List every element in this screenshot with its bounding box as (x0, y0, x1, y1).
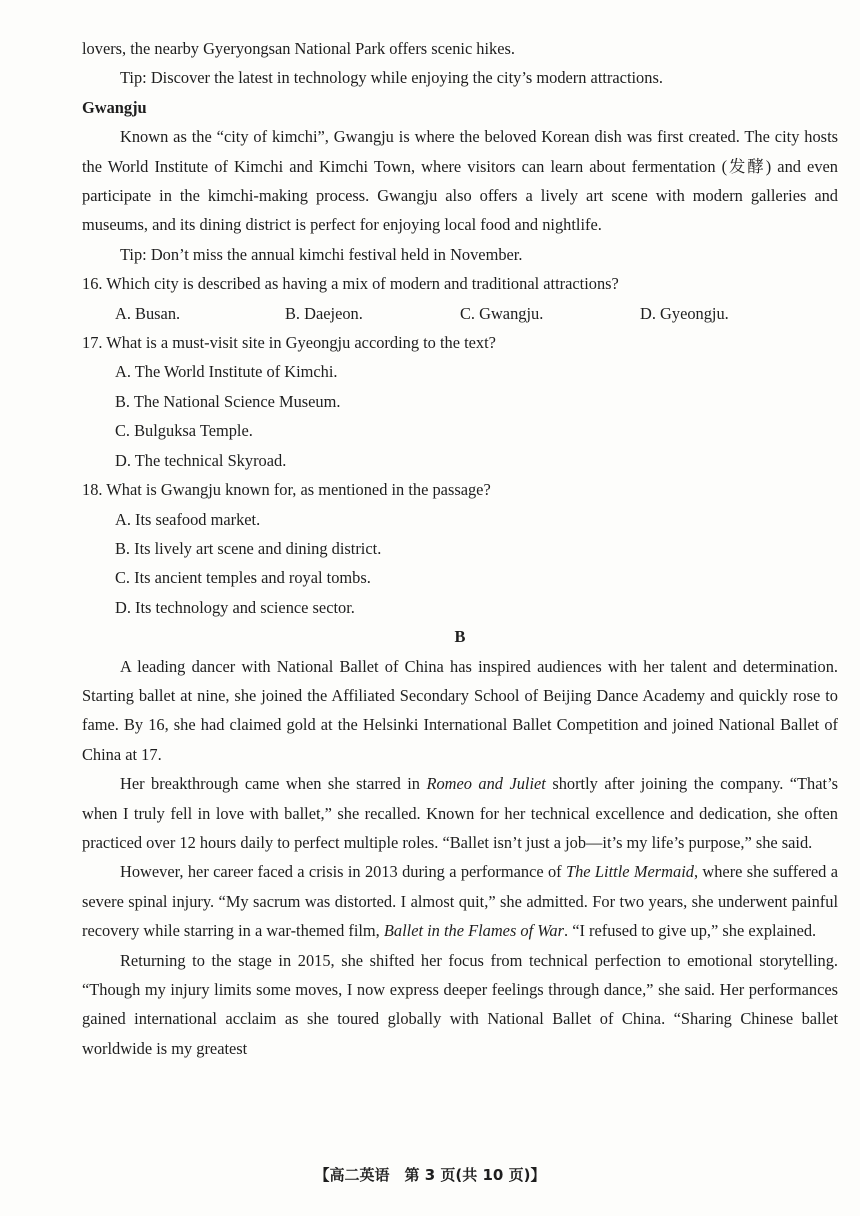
option-c: C. Its ancient temples and royal tombs. (115, 568, 371, 588)
passage-b-paragraph-3 (82, 857, 838, 945)
option-d: D. Gyeongju. (640, 303, 729, 323)
option-a: A. Its seafood market. (115, 509, 261, 529)
work-title: Romeo and Juliet (426, 774, 546, 794)
gwangju-tip: Tip: Don’t miss the annual kimchi festival held in November. (120, 244, 523, 264)
question-18: 18. What is Gwangju known for, as mentioned in the passage? (82, 480, 491, 500)
work-title: Ballet in the Flames of War (383, 921, 565, 941)
gwangju-paragraph: Known as the “city of kimchi”, Gwangju is where the beloved Korean dish was first created. The city hosts the World Institute of Kimchi and Kimchi Town, where visitors can learn about fermentation (发酵) and even participate in the kimchi-making process. Gwangju also offers a lively art scene with modern galleries and museums, and its dining district is perfect for enjoying local food and nightlife. (82, 127, 838, 235)
option-a: A. Busan. (115, 303, 181, 323)
exam-page (82, 34, 838, 1063)
text-span: . “I refused to give up,” she explained. (564, 921, 817, 941)
previous-passage-continuation: lovers, the nearby Gyeryongsan National Park offers scenic hikes. (82, 39, 516, 58)
page-footer: 【高二英语 第 3 页(共 10 页)】 (314, 1166, 546, 1184)
gwangju-heading: Gwangju (82, 97, 147, 117)
option-c: C. Gwangju. (460, 303, 544, 323)
option-b: B. The National Science Museum. (115, 391, 341, 411)
option-d: D. The technical Skyroad. (115, 450, 287, 470)
option-b: B. Daejeon. (285, 303, 363, 323)
option-b: B. Its lively art scene and dining district. (115, 538, 382, 558)
option-a: A. The World Institute of Kimchi. (115, 362, 338, 382)
option-c: C. Bulguksa Temple. (115, 421, 253, 441)
question-17: 17. What is a must-visit site in Gyeongju according to the text? (82, 333, 496, 353)
text-span: Her breakthrough came when she starred in (120, 774, 427, 794)
text-span: , where she suffered a severe spinal injury. “My sacrum was distorted. I almost quit,” she admitted. For two years, she underwent painful recovery while starring in a war-themed film, (82, 862, 838, 941)
question-16: 16. Which city is described as having a mix of modern and traditional attractions? (82, 274, 619, 294)
work-title: The Little Mermaid (565, 862, 694, 882)
daejeon-tip: Tip: Discover the latest in technology while enjoying the city’s modern attractions. (120, 68, 663, 88)
option-d: D. Its technology and science sector. (115, 597, 355, 617)
text-span: shortly after joining the company. “That’s when I truly fell in love with ballet,” she recalled. Known for her technical excellence and dedication, she often practiced over 12 hours daily to perfect multiple roles. “Ballet isn’t just a job—it’s my life’s purpose,” she said. (82, 774, 838, 852)
passage-b-paragraph-4: Returning to the stage in 2015, she shifted her focus from technical perfection to emotional storytelling. “Though my injury limits some moves, I now express deeper feelings through dance,” she said. Her performances gained international acclaim as she toured globally with National Ballet of China. “Sharing Chinese ballet worldwide is my greatest (82, 950, 838, 1058)
section-b-heading: B (454, 627, 466, 647)
passage-b-paragraph-1: A leading dancer with National Ballet of China has inspired audiences with her talent and determination. Starting ballet at nine, she joined the Affiliated Secondary School of Beijing Dance Academy and quickly rose to fame. By 16, she had claimed gold at the Helsinki International Ballet Competition and joined National Ballet of China at 17. (82, 656, 838, 764)
question-16-options (82, 299, 838, 328)
text-span: However, her career faced a crisis in 2013 during a performance of (120, 862, 566, 882)
passage-b-paragraph-2 (82, 769, 838, 857)
